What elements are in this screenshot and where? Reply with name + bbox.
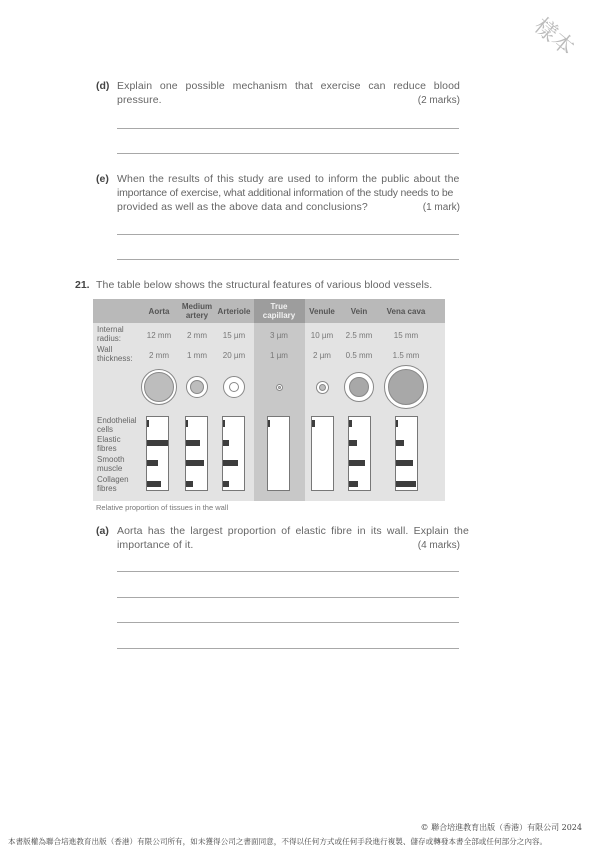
vessel-lumen-icon xyxy=(278,386,281,389)
tissue-bar xyxy=(186,420,188,427)
vessel-cross-section-icon xyxy=(141,369,177,405)
column-header-text xyxy=(182,302,212,320)
column-header-line: artery xyxy=(185,311,209,320)
tissue-label xyxy=(97,455,139,473)
table-cell: 2 mm xyxy=(149,351,169,360)
tissue-label-line: Endothelial xyxy=(97,416,137,425)
tissue-label-line: Collagen xyxy=(97,475,129,484)
answer-line[interactable] xyxy=(117,622,459,623)
table-cell: 0.5 mm xyxy=(345,351,373,360)
row-label-line: Internal xyxy=(97,325,124,334)
table-cell: 1 mm xyxy=(187,351,207,360)
column-header-line: capillary xyxy=(262,311,296,320)
tissue-bar xyxy=(147,440,168,446)
column-header xyxy=(378,299,434,323)
column-header xyxy=(254,299,305,323)
question-e-marks: (1 mark) xyxy=(422,202,460,213)
vessel-cross-section-icon xyxy=(276,384,283,391)
question-21a-line1: Aorta has the largest proportion of elastic fibre in its wall. Explain the xyxy=(117,525,469,537)
column-header-text xyxy=(387,307,426,316)
tissue-label-line: Elastic xyxy=(97,435,121,444)
column-header-text xyxy=(351,307,367,316)
tissue-label-line: fibres xyxy=(97,484,117,493)
tissue-bar xyxy=(186,460,204,466)
tissue-proportion-box xyxy=(348,416,371,491)
column-header xyxy=(341,299,377,323)
column-header xyxy=(215,299,253,323)
question-e-label: (e) xyxy=(96,173,109,185)
column-header-text xyxy=(263,302,295,320)
tissue-label-line: fibres xyxy=(97,444,117,453)
tissue-proportion-box xyxy=(267,416,290,491)
tissue-bar xyxy=(186,440,200,446)
row-label xyxy=(97,345,139,363)
column-header-line: Medium xyxy=(181,302,213,311)
tissue-proportion-box xyxy=(185,416,208,491)
vessel-lumen-icon xyxy=(319,384,326,391)
tissue-proportion-box xyxy=(395,416,418,491)
tissue-bar xyxy=(147,460,158,466)
tissue-label xyxy=(97,475,139,493)
footer-copyright: © 聯合培進教育出版（香港）有限公司 2024 xyxy=(420,823,582,832)
question-e-line3: provided as well as the above data and conclusions? xyxy=(117,201,368,213)
table-cell: 15 mm xyxy=(393,331,419,340)
tissue-bar xyxy=(349,481,358,487)
row-label-line: radius: xyxy=(97,334,122,343)
question-21a-line2: importance of it. xyxy=(117,539,194,551)
tissue-bar xyxy=(349,440,357,446)
tissue-bar xyxy=(223,460,238,466)
tissue-bar xyxy=(396,440,404,446)
table-cell: 20 µm xyxy=(222,351,246,360)
vessel-cross-section-icon xyxy=(384,365,428,409)
vessel-lumen-icon xyxy=(144,372,174,402)
question-21a-label: (a) xyxy=(96,525,109,537)
tissue-label xyxy=(97,435,139,453)
column-header-line: Venule xyxy=(309,306,335,316)
tissue-bar xyxy=(396,481,416,487)
tissue-bar xyxy=(147,420,149,427)
row-label-line: Wall xyxy=(97,345,113,354)
vessel-lumen-icon xyxy=(229,382,239,392)
tissue-bar xyxy=(147,481,161,487)
answer-line[interactable] xyxy=(117,597,459,598)
question-21-number: 21. xyxy=(75,279,90,291)
tissue-bar xyxy=(223,420,225,427)
question-e-line2: importance of exercise, what additional information of the study needs to be xyxy=(117,187,454,199)
tissue-label-line: muscle xyxy=(97,464,123,473)
tissue-label-line: Smooth xyxy=(97,455,125,464)
table-cell: 15 µm xyxy=(222,331,246,340)
table-cell: 2.5 mm xyxy=(345,331,373,340)
sample-stamp: 樣本 xyxy=(529,13,579,62)
column-header xyxy=(178,299,216,323)
vessel-lumen-icon xyxy=(349,377,369,397)
column-header-line: Arteriole xyxy=(217,306,251,316)
tissue-bar xyxy=(349,460,365,466)
tissue-bar xyxy=(268,420,270,427)
vessel-cross-section-icon xyxy=(223,376,245,398)
column-header-line: Vein xyxy=(350,306,368,316)
column-header-line: Aorta xyxy=(148,306,170,316)
question-d-label: (d) xyxy=(96,80,110,92)
table-cell: 1.5 mm xyxy=(392,351,420,360)
table-cell: 3 µm xyxy=(270,331,288,340)
question-d-marks: (2 marks) xyxy=(417,95,460,106)
question-d-line2: pressure. xyxy=(117,94,162,106)
vessel-cross-section-icon xyxy=(186,376,208,398)
tissue-proportion-box xyxy=(146,416,169,491)
question-d-line1: Explain one possible mechanism that exercise can reduce blood xyxy=(117,80,460,92)
tissue-bar xyxy=(349,420,352,427)
row-label xyxy=(97,325,139,343)
answer-line[interactable] xyxy=(117,259,459,260)
tissue-bar xyxy=(186,481,193,487)
blood-vessel-table xyxy=(93,299,445,501)
table-cell: 2 mm xyxy=(187,331,207,340)
tissue-bar xyxy=(223,481,229,487)
table-caption: Relative proportion of tissues in the wall xyxy=(96,503,229,512)
tissue-label-line: cells xyxy=(97,425,114,434)
tissue-proportion-box xyxy=(311,416,334,491)
column-header xyxy=(142,299,176,323)
column-header-text xyxy=(149,307,170,316)
column-header-text xyxy=(218,307,251,316)
table-cell: 10 µm xyxy=(310,331,334,340)
column-header-text xyxy=(309,307,335,316)
answer-line[interactable] xyxy=(117,153,459,154)
column-header-line: Vena cava xyxy=(386,306,426,316)
column-header-line: True xyxy=(270,302,288,311)
table-cell: 12 mm xyxy=(146,331,172,340)
question-e-line1: When the results of this study are used to inform the public about the xyxy=(117,173,460,185)
answer-line[interactable] xyxy=(117,648,459,649)
tissue-bar xyxy=(396,460,413,466)
vessel-lumen-icon xyxy=(190,380,204,394)
answer-line[interactable] xyxy=(117,128,459,129)
row-label-line: thickness: xyxy=(97,354,133,363)
tissue-proportion-box xyxy=(222,416,245,491)
footer-notice: 本書版權為聯合培進教育出版（香港）有限公司所有，如未獲得公司之書面同意，不得以任何方式或任何手段進行複製、儲存或轉發本書全部或任何部分之內容。 xyxy=(8,837,548,846)
tissue-bar xyxy=(223,440,229,446)
tissue-label xyxy=(97,416,139,434)
tissue-bar xyxy=(396,420,398,427)
answer-line[interactable] xyxy=(117,571,459,572)
vessel-lumen-icon xyxy=(388,369,424,405)
table-cell: 1 µm xyxy=(270,351,288,360)
question-21a-marks: (4 marks) xyxy=(417,540,460,551)
tissue-bar xyxy=(312,420,315,427)
vessel-cross-section-icon xyxy=(316,381,329,394)
table-cell: 2 µm xyxy=(313,351,331,360)
vessel-cross-section-icon xyxy=(344,372,374,402)
question-21-intro: The table below shows the structural features of various blood vessels. xyxy=(96,279,433,291)
column-header xyxy=(304,299,340,323)
answer-line[interactable] xyxy=(117,234,459,235)
